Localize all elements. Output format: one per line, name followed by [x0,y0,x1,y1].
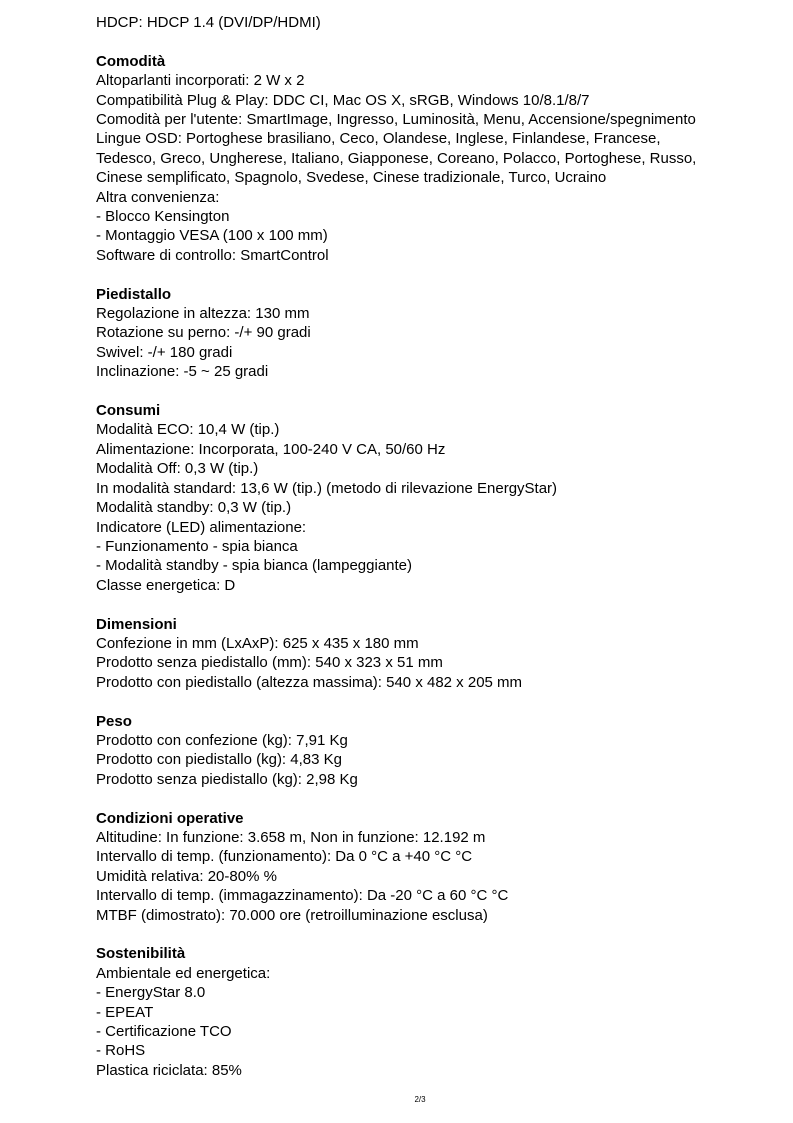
spec-line: Modalità ECO: 10,4 W (tip.) [96,421,280,439]
spec-line: Regolazione in altezza: 130 mm [96,305,310,323]
spec-line: Comodità per l'utente: SmartImage, Ingresso, Luminosità, Menu, Accensione/spegnimento [96,111,696,129]
spec-line: Modalità Off: 0,3 W (tip.) [96,460,259,478]
section-heading: Dimensioni [96,615,177,633]
page-number: 2/3 [414,1095,426,1104]
spec-line: Intervallo di temp. (immagazzinamento): Da -20 °C a 60 °C °C [96,887,509,905]
spec-line: Ambientale ed energetica: [96,964,271,982]
spec-line: Modalità standby: 0,3 W (tip.) [96,499,292,517]
section-dimensioni [96,615,776,693]
spec-line: Classe energetica: D [96,576,236,594]
document-body [96,13,776,1080]
spec-line: Prodotto con piedistallo (altezza massima): 540 x 482 x 205 mm [96,673,523,691]
spec-line: Plastica riciclata: 85% [96,1061,242,1079]
spec-line: - Montaggio VESA (100 x 100 mm) [96,227,328,245]
section-heading: Consumi [96,402,161,420]
spec-line: MTBF (dimostrato): 70.000 ore (retroilluminazione esclusa) [96,906,488,924]
section-heading: Piedistallo [96,285,172,303]
spec-line: Confezione in mm (LxAxP): 625 x 435 x 180 mm [96,634,419,652]
spec-line: Prodotto con piedistallo (kg): 4,83 Kg [96,751,342,769]
spec-line: - Certificazione TCO [96,1023,232,1041]
spec-line: - Modalità standby - spia bianca (lampeggiante) [96,557,413,575]
section-comodita [96,52,776,265]
intro-block [96,13,776,32]
spec-line: Compatibilità Plug & Play: DDC CI, Mac OS X, sRGB, Windows 10/8.1/8/7 [96,91,590,109]
section-heading: Sostenibilità [96,945,186,963]
section-piedistallo [96,285,776,382]
spec-line: Intervallo di temp. (funzionamento): Da 0 °C a +40 °C °C [96,848,473,866]
spec-line: Prodotto con confezione (kg): 7,91 Kg [96,731,348,749]
spec-line: - Blocco Kensington [96,208,230,226]
spec-line: Prodotto senza piedistallo (kg): 2,98 Kg [96,770,358,788]
spec-line: Inclinazione: -5 ~ 25 gradi [96,363,269,381]
spec-line: In modalità standard: 13,6 W (tip.) (metodo di rilevazione EnergyStar) [96,479,558,497]
section-consumi [96,401,776,595]
spec-line: - EnergyStar 8.0 [96,984,206,1002]
spec-line: Prodotto senza piedistallo (mm): 540 x 323 x 51 mm [96,654,443,672]
spec-line: Tedesco, Greco, Ungherese, Italiano, Giapponese, Coreano, Polacco, Portoghese, Russo, [96,149,697,167]
intro-line: HDCP: HDCP 1.4 (DVI/DP/HDMI) [96,14,321,31]
spec-line: Umidità relativa: 20-80% % [96,867,277,885]
spec-line: Lingue OSD: Portoghese brasiliano, Ceco, Olandese, Inglese, Finlandese, Francese, [96,130,661,148]
spec-line: Software di controllo: SmartControl [96,246,329,264]
spec-line: Indicatore (LED) alimentazione: [96,518,307,536]
section-condizioni-operative [96,809,776,925]
spec-line: - Funzionamento - spia bianca [96,537,298,555]
spec-line: Swivel: -/+ 180 gradi [96,343,233,361]
section-heading: Peso [96,712,132,730]
section-peso [96,712,776,790]
section-heading: Comodità [96,52,166,70]
spec-line: - EPEAT [96,1003,154,1021]
spec-line: Alimentazione: Incorporata, 100-240 V CA, 50/60 Hz [96,440,446,458]
spec-line: Cinese semplificato, Spagnolo, Svedese, Cinese tradizionale, Turco, Ucraino [96,169,607,187]
spec-line: Altitudine: In funzione: 3.658 m, Non in funzione: 12.192 m [96,828,486,846]
spec-line: Altra convenienza: [96,188,220,206]
spec-line: Altoparlanti incorporati: 2 W x 2 [96,72,305,90]
spec-line: Rotazione su perno: -/+ 90 gradi [96,324,311,342]
section-sostenibilita [96,944,776,1080]
spec-line: - RoHS [96,1042,146,1060]
section-heading: Condizioni operative [96,809,244,827]
